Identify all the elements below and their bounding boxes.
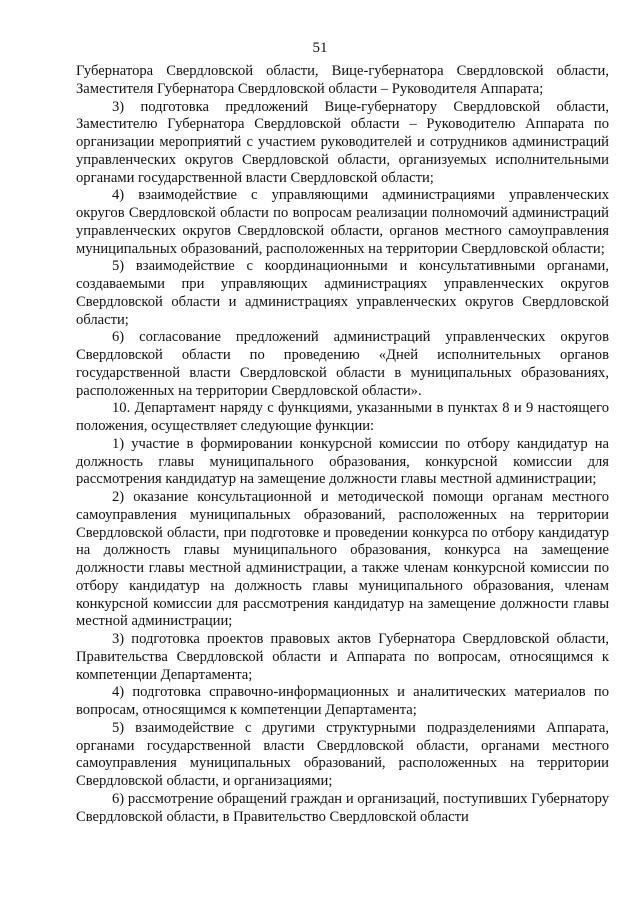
paragraph-continuation: Губернатора Свердловской области, Вице-губернатора Свердловской области, Заместителя Губернатора Свердловской области – Руководителя Аппарата; xyxy=(76,63,609,97)
paragraph-item-6: 6) согласование предложений администраций управленческих округов Свердловской области по проведению «Дней исполнительных органов государственной власти Свердловской области в муниципальных образованиях, расположенных на территории Свердловской области». xyxy=(76,329,609,399)
paragraph-function-1: 1) участие в формировании конкурсной комиссии по отбору кандидатур на должность главы муниципального образования, конкурсной комиссии для рассмотрения кандидатур на замещение должности главы местной администрации; xyxy=(76,435,609,488)
page-number: 51 xyxy=(312,40,328,56)
paragraph-function-3: 3) подготовка проектов правовых актов Губернатора Свердловской области, Правительства Свердловской области и Аппарата по вопросам, относящимся к компетенции Департамента; xyxy=(76,631,609,683)
paragraph-item-3: 3) подготовка предложений Вице-губернатору Свердловской области, Заместителю Губернатора Свердловской области – Руководителю Аппарата по организации мероприятий с участием руководителей и сотрудников администраций управленческих округов Свердловской области, организуемых исполнительными органами государственной власти Свердловской области; xyxy=(76,98,609,186)
paragraph-item-5: 5) взаимодействие с координационными и консультативными органами, создаваемыми при управляющих администрациях управленческих округов Свердловской области и администрациях управленческих округов Свердловской области; xyxy=(76,258,609,328)
document-body xyxy=(76,63,609,826)
paragraph-section-10: 10. Департамент наряду с функциями, указанными в пунктах 8 и 9 настоящего положения, осуществляет следующие функции: xyxy=(76,400,609,434)
paragraph-function-5: 5) взаимодействие с другими структурными подразделениями Аппарата, органами государственной власти Свердловской области, органами местного самоуправления муниципальных образований, расположенных на территории Свердловской области, и организациями; xyxy=(76,719,609,789)
paragraph-function-2: 2) оказание консультационной и методической помощи органам местного самоуправления муниципальных образований, расположенных на территории Свердловской области, при подготовке и проведении конкурса по отбору кандидатур на должность главы муниципального образования, конкурса на замещение должности главы местной администрации, а также членам конкурсной комиссии по отбору кандидатур на должность главы муниципального образования, членам конкурсной комиссии для рассмотрения кандидатур на замещение должности главы местной администрации; xyxy=(76,489,609,630)
paragraph-item-4: 4) взаимодействие с управляющими администрациями управленческих округов Свердловской области по вопросам реализации полномочий администраций управленческих округов Свердловской области, органов местного самоуправления муниципальных образований, расположенных на территории Свердловской области; xyxy=(76,187,609,257)
paragraph-function-4: 4) подготовка справочно-информационных и аналитических материалов по вопросам, относящимся к компетенции Департамента; xyxy=(76,684,609,718)
paragraph-function-6: 6) рассмотрение обращений граждан и организаций, поступивших Губернатору Свердловской области, в Правительство Свердловской области xyxy=(76,790,609,825)
